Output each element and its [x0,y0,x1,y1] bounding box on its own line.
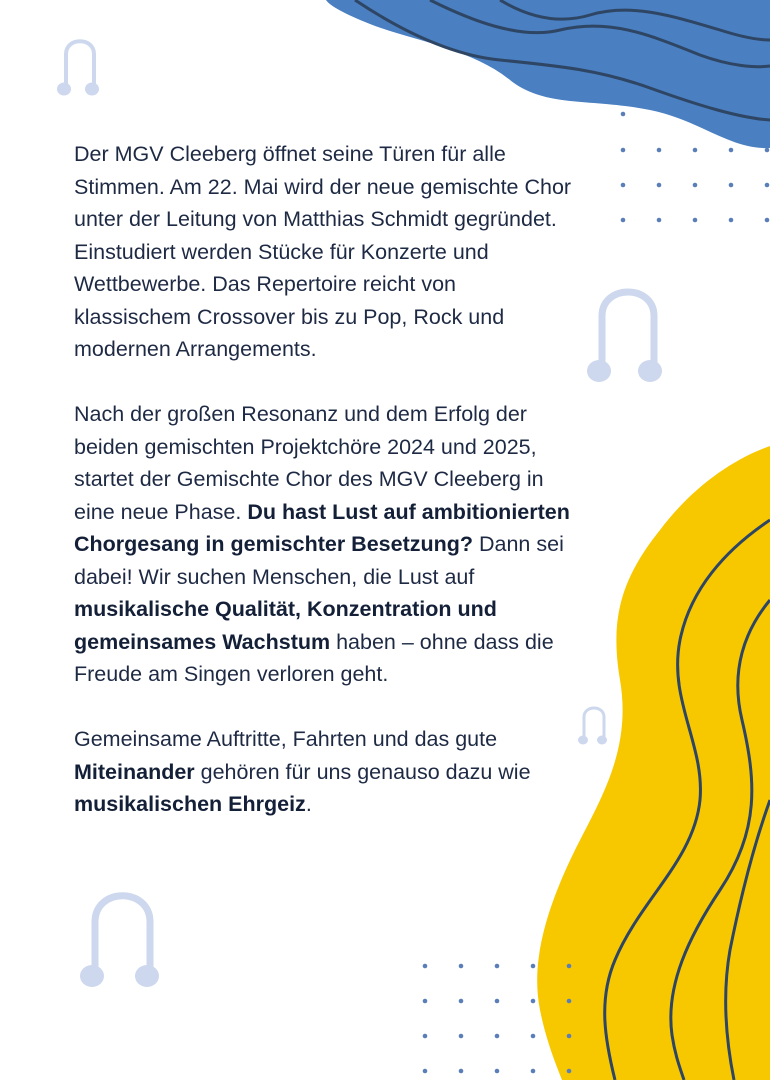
text-segment: Der MGV Cleeberg öffnet seine Türen für alle Stimmen. Am 22. Mai wird der neue gemischte Chor unter der Leitung von Matthias Schmidt gegründet. Einstudiert werden Stücke für Konzerte und Wettbewerbe. Das Repertoire reicht von klassischem Crossover bis zu Pop, Rock und modernen Arrangements. [74,142,572,361]
music-note-icon [587,292,662,382]
paragraph-community [74,723,574,821]
bold-text-segment: Miteinander [74,759,195,784]
text-segment: Nach der großen Resonanz und dem Erfolg der beiden gemischten Projektchöre 2024 und 2025, startet der Gemischte Chor des MGV Cleeberg in eine neue Phase. [74,402,544,524]
paragraph-invitation [74,398,574,691]
bold-text-segment: Du hast Lust auf ambitionierten Chorgesang in gemischter Besetzung? [74,499,570,556]
paragraph-intro [74,138,574,366]
text-segment: gehören für uns genauso dazu wie [194,759,531,784]
text-segment: Dann sei dabei! Wir suchen Menschen, die Lust auf [74,532,564,589]
bold-text-segment: musikalischen Ehrgeiz [74,792,306,816]
music-note-icon [578,708,607,745]
text-segment: Gemeinsame Auftritte, Fahrten und das gute [74,727,498,751]
text-segment: haben – ohne dass die Freude am Singen verloren geht. [74,629,554,686]
music-note-icon [80,896,159,987]
bold-text-segment: musikalische Qualität, Konzentration und gemeinsames Wachstum [74,597,497,654]
body-text [74,138,574,853]
music-note-icon [57,41,99,95]
text-segment: . [305,792,312,816]
